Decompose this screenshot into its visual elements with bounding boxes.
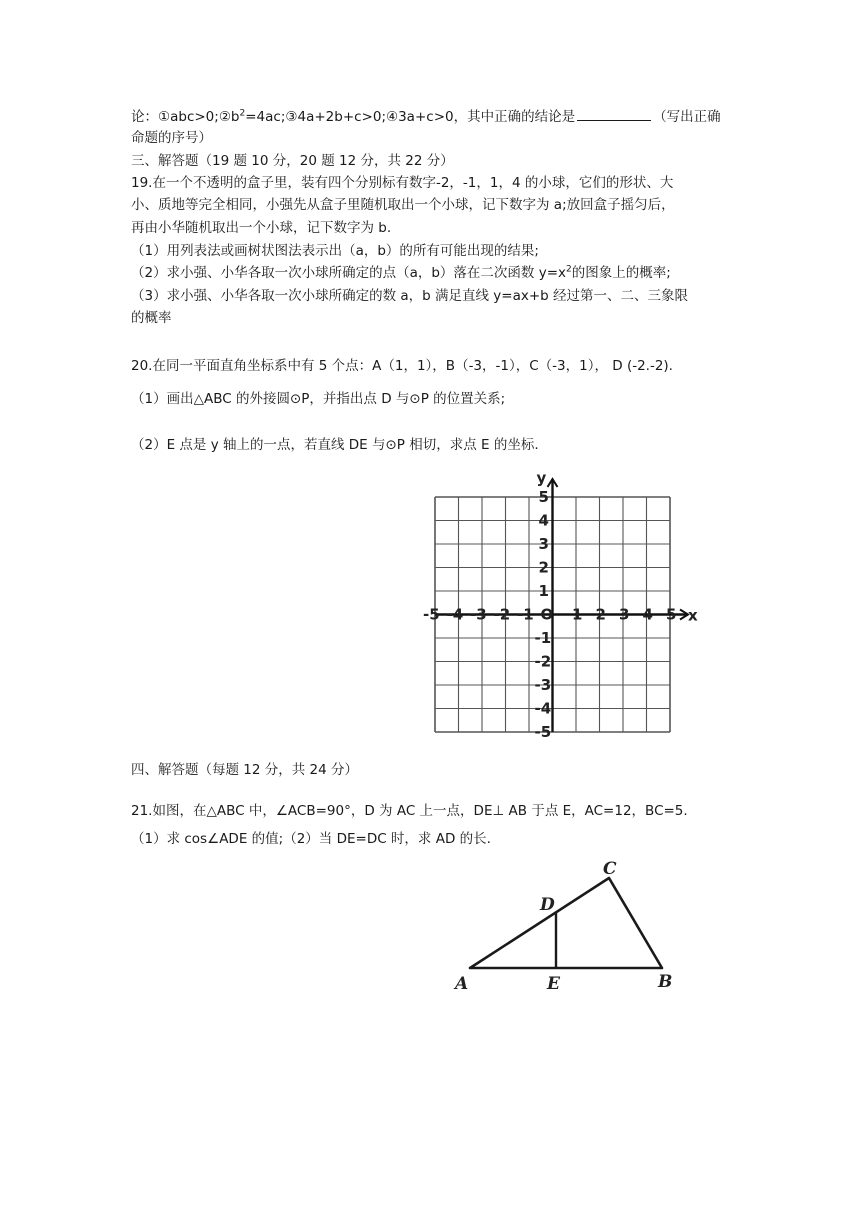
q18-conclusions-line2: 命题的序号） bbox=[131, 130, 212, 146]
label-c: C bbox=[603, 859, 617, 879]
q20-part1: （1）画出△ABC 的外接圆⊙P，并指出点 D 与⊙P 的位置关系; bbox=[131, 391, 506, 407]
x-tick-label: -5 bbox=[423, 605, 440, 624]
y-tick-label: 1 bbox=[538, 582, 549, 600]
x-tick-label: 3 bbox=[619, 605, 630, 624]
q18-conclusions-line bbox=[131, 106, 721, 127]
q18-text-a: 论：①abc>0;②b bbox=[131, 109, 240, 125]
label-b: B bbox=[658, 972, 673, 992]
q19-part2-superscript: 2 bbox=[566, 264, 572, 275]
x-tick-label: 5 bbox=[666, 605, 677, 624]
x-tick-label: 1 bbox=[572, 605, 583, 624]
q18-text-c: （写出正确 bbox=[653, 109, 721, 125]
q19-part1: （1）用列表法或画树状图法表示出（a，b）的所有可能出现的结果; bbox=[131, 243, 539, 259]
y-tick-label: -5 bbox=[534, 723, 552, 741]
label-e: E bbox=[547, 974, 560, 994]
section-3-heading: 三、解答题（19 题 10 分，20 题 12 分，共 22 分） bbox=[131, 153, 454, 169]
q21-line2: （1）求 cos∠ADE 的值;（2）当 DE=DC 时，求 AD 的长. bbox=[131, 831, 491, 847]
y-tick-label: 4 bbox=[538, 511, 549, 530]
q19-part3-line2: 的概率 bbox=[131, 310, 172, 326]
y-tick-label: -3 bbox=[534, 676, 552, 694]
label-a: A bbox=[455, 974, 469, 994]
x-tick-label: -4 bbox=[446, 605, 464, 624]
q19-part2-a: （2）求小强、小华各取一次小球所确定的点（a，b）落在二次函数 y=x bbox=[131, 265, 567, 281]
x-tick-label: -3 bbox=[470, 605, 487, 624]
origin-label: O bbox=[540, 605, 554, 624]
y-tick-label: 5 bbox=[538, 488, 549, 506]
x-tick-label: 2 bbox=[595, 605, 606, 624]
x-tick-label: 4 bbox=[642, 605, 653, 624]
y-tick-label: 3 bbox=[538, 535, 549, 553]
q18-text-b: =4ac;③4a+2b+c>0;④3a+c>0，其中正确的结论是 bbox=[245, 109, 576, 125]
q20-part2: （2）E 点是 y 轴上的一点，若直线 DE 与⊙P 相切，求点 E 的坐标. bbox=[131, 437, 539, 453]
x-tick-label: -1 bbox=[517, 605, 534, 624]
y-axis-label: y bbox=[536, 469, 547, 487]
q19-line3: 再由小华随机取出一个小球，记下数字为 b. bbox=[131, 220, 392, 236]
q19-part2-b: 的图象上的概率; bbox=[571, 265, 671, 281]
q19-line2: 小、质地等完全相同，小强先从盒子里随机取出一个小球，记下数字为 a;放回盒子摇匀后， bbox=[131, 197, 675, 213]
y-tick-label: -2 bbox=[534, 652, 552, 671]
q19-part2 bbox=[131, 263, 671, 283]
section-4-heading: 四、解答题（每题 12 分，共 24 分） bbox=[131, 762, 359, 778]
label-d: D bbox=[540, 895, 555, 915]
coordinate-grid bbox=[415, 465, 715, 755]
triangle-figure bbox=[450, 850, 710, 1000]
q19-part3-line1: （3）求小强、小华各取一次小球所确定的数 a，b 满足直线 y=ax+b 经过第一、二、三象限 bbox=[131, 288, 689, 304]
q20-statement: 20.在同一平面直角坐标系中有 5 个点：A（1，1），B（-3，-1），C（-3，1）， D (-2.-2). bbox=[131, 358, 673, 374]
answer-blank[interactable] bbox=[577, 106, 651, 121]
triangle-abc bbox=[470, 878, 662, 968]
q19-line1: 19.在一个不透明的盒子里，装有四个分别标有数字-2，-1，1，4 的小球，它们的形状、大 bbox=[131, 175, 674, 191]
x-axis-label: x bbox=[688, 606, 698, 625]
y-tick-label: -4 bbox=[534, 699, 552, 718]
q18-superscript: 2 bbox=[239, 108, 246, 119]
x-tick-label: -2 bbox=[493, 605, 511, 624]
y-tick-label: 2 bbox=[538, 558, 549, 577]
y-tick-label: -1 bbox=[534, 629, 552, 647]
q21-line1: 21.如图，在△ABC 中，∠ACB=90°，D 为 AC 上一点，DE⊥ AB 于点 E，AC=12，BC=5. bbox=[131, 803, 688, 819]
